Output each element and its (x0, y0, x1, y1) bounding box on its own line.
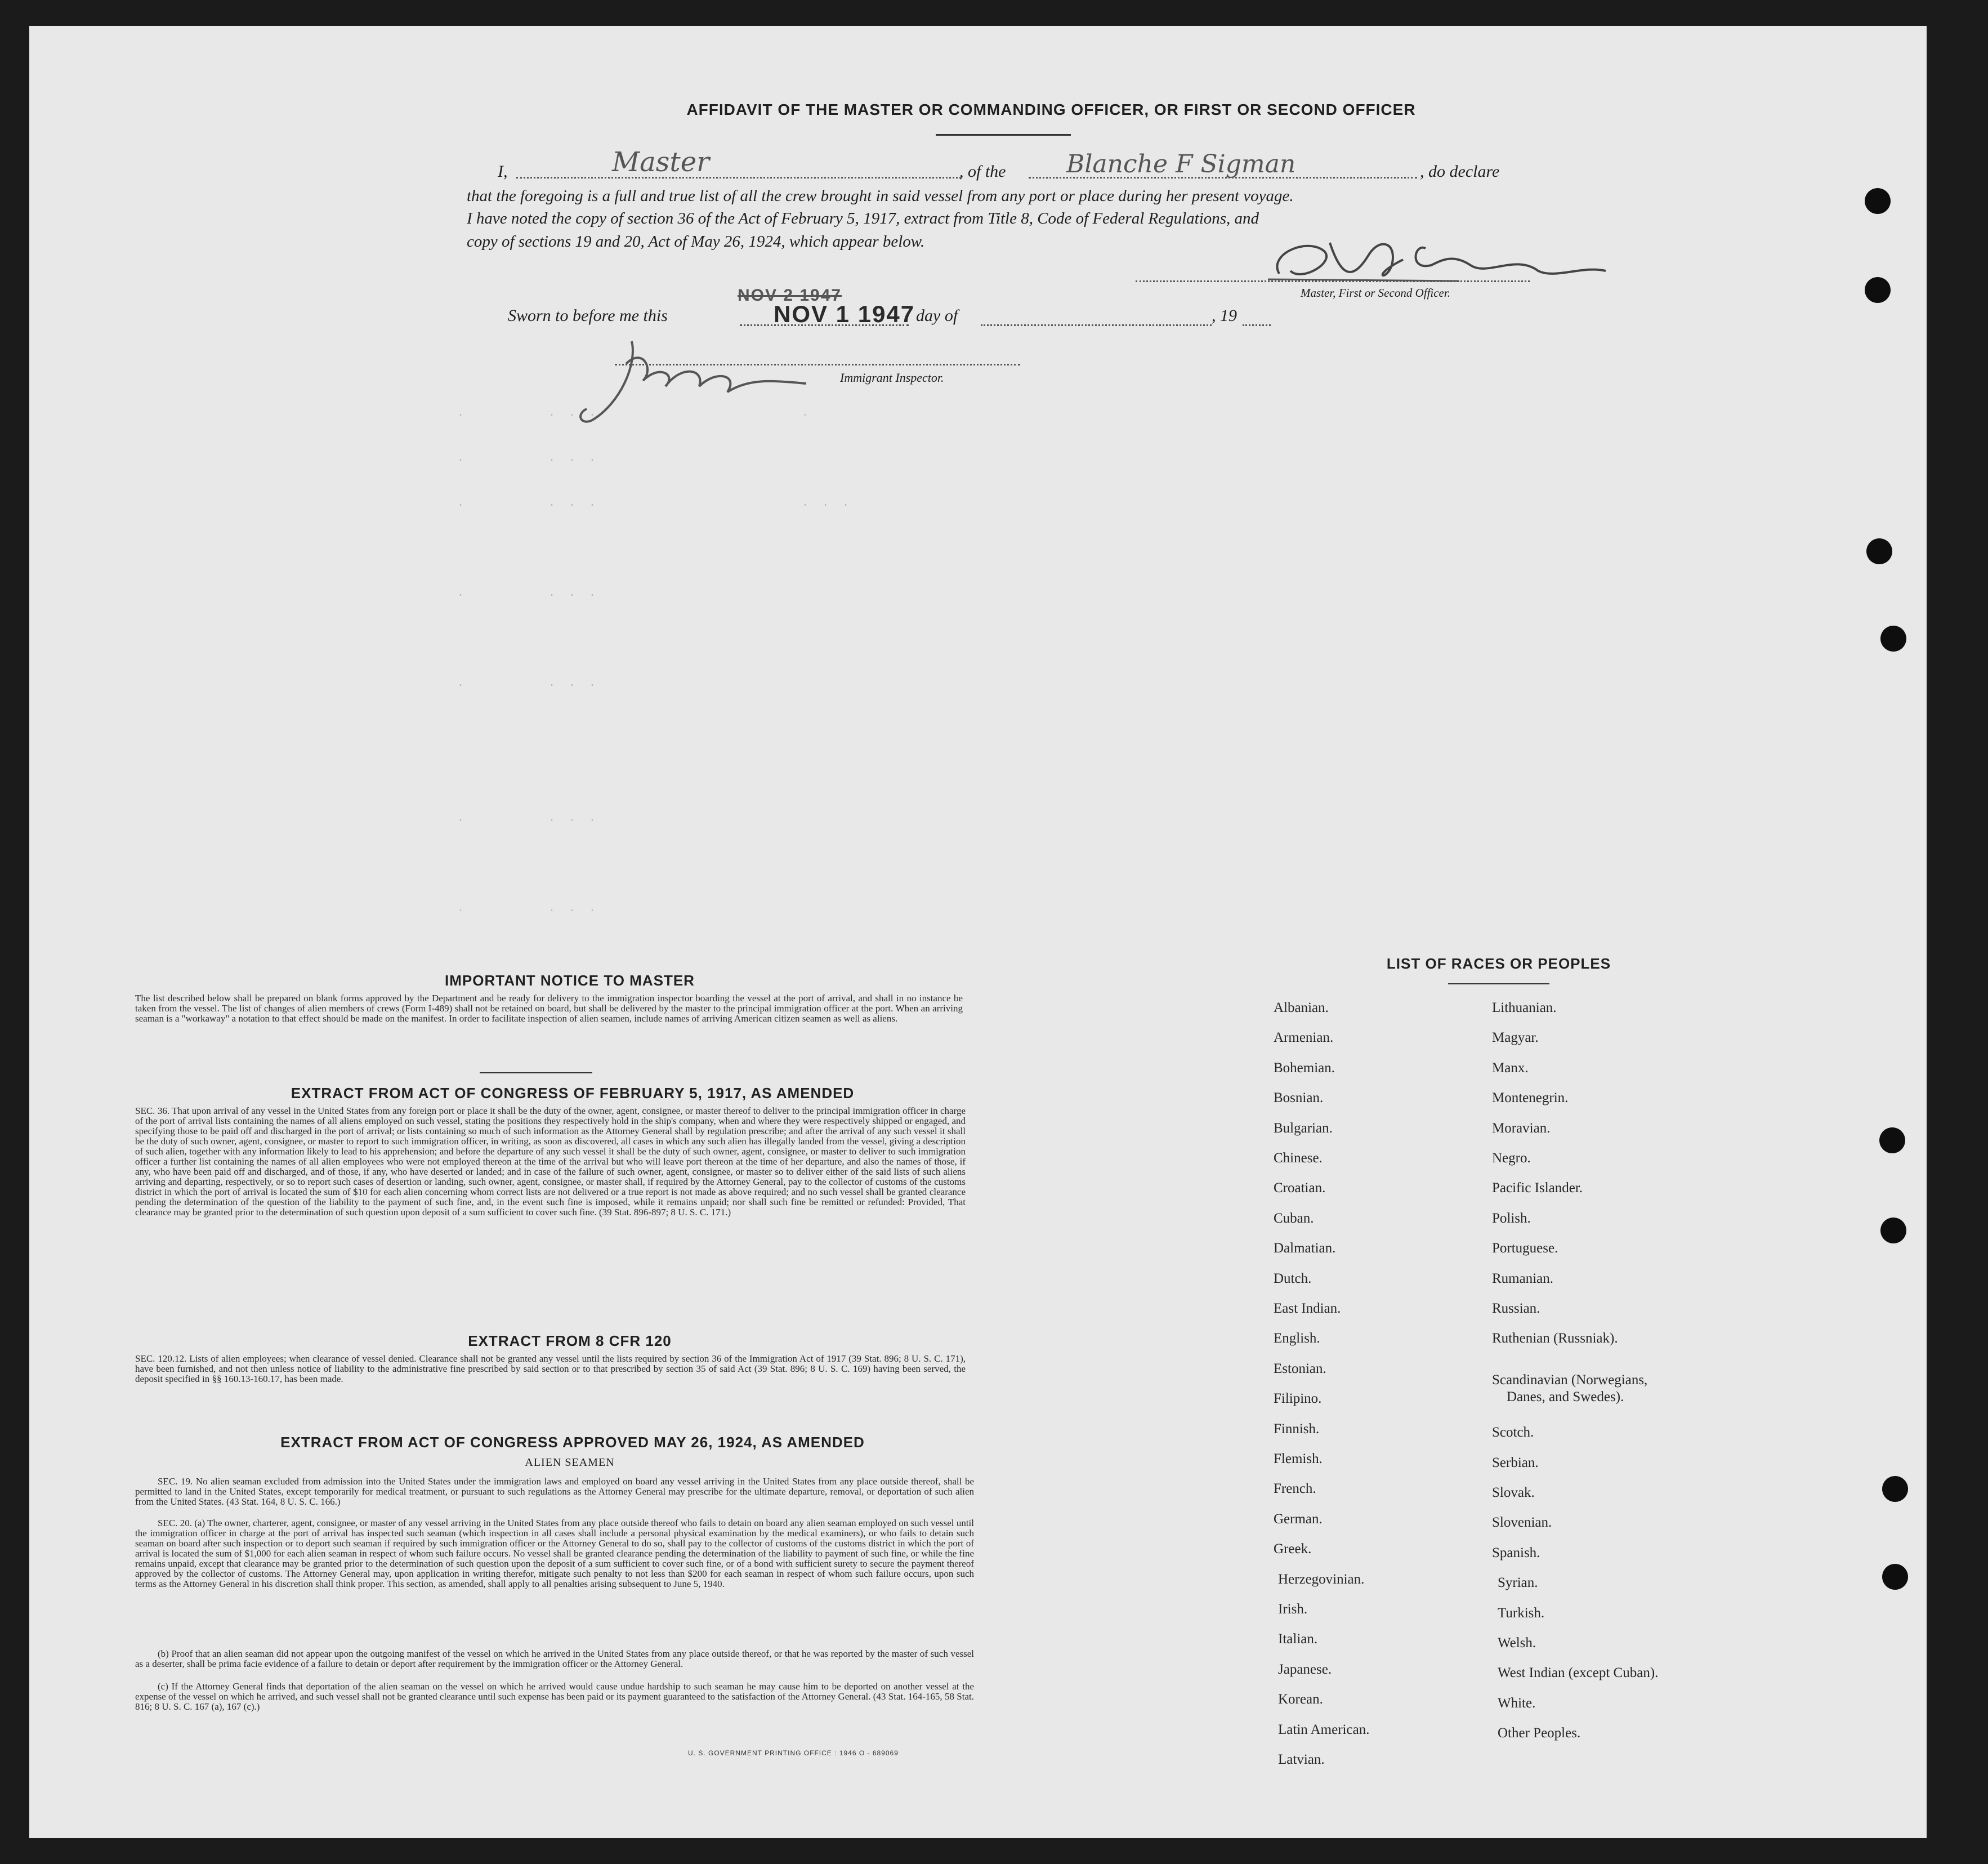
extract-1924-sec20a: SEC. 20. (a) The owner, charterer, agent, consignee, or master of any vessel arriving in the United States from any place outside thereof who fails to detain on board any alien seaman employed on such vessel until the immigration officer in charge at the port of arrival has inspected such seaman (which inspection in all cases shall include a personal physical examination by the medical examiners), or who fails to detain such seaman on board after such inspection or to deport such seaman if required by such immigration officer or the Attorney General to do so, shall pay to the collector of customs of the customs district in which the port of arrival is located the sum of $1,000 for each alien seaman in respect of whom such failure occurs. No vessel shall be granted clearance pending the determination of the liability to payment of such fine, or while the fine remains unpaid, except that clearance may be granted prior to the determination of such question upon the deposit of a sum sufficient to cover such fine, or of a bond with sufficient surety to secure the payment thereof approved by the collector of customs. The Attorney General may, upon application in writing therefor, mitigate such penalty to not less than $200 for each seaman in respect of whom such failure occurs, upon such terms as the Attorney General in his discretion shall think proper. This section, as amended, shall apply to all penalties arising subsequent to June 5, 1940. (135, 1518, 974, 1589)
race-item: Scotch. (1492, 1425, 1534, 1440)
race-item: Latvian. (1278, 1752, 1325, 1767)
race-item: Spanish. (1492, 1545, 1540, 1560)
affidavit-line3: I have noted the copy of section 36 of the Act of February 5, 1917, extract from Title 8, Code of Federal Regulations, and (467, 209, 1259, 228)
race-item: Filipino. (1274, 1391, 1322, 1406)
race-item: Magyar. (1492, 1030, 1539, 1045)
sworn-year: , 19 (1212, 306, 1237, 325)
notice-rule (480, 1072, 592, 1073)
extract-1924-sec20b: (b) Proof that an alien seaman did not appear upon the outgoing manifest of the vessel on which he arrived in the United States from any place outside thereof, or that he was reported by the master of such vessel as a deserter, shall be prima facie evidence of a failure to detain or deport after requirement by the immigration officer or the Attorney General. (135, 1648, 974, 1669)
race-item: Manx. (1492, 1060, 1529, 1076)
notice-text: The list described below shall be prepared on blank forms approved by the Department and be ready for delivery to the immigration inspector boarding the vessel at the port of arrival, and shall in no instance be taken from the vessel. The list of changes of alien members of crews (Form I-489) shall not be retained on board, but shall be delivered by the master to the principal immigration officer at the port. When an arriving seaman is a "workaway" a notation to that effect should be made on the manifest. In order to facilitate inspection of alien seamen, include names of arriving American citizen seamen as well as aliens. (135, 993, 963, 1024)
races-rule (1448, 983, 1549, 984)
bleed-through-row: · · · · (457, 589, 600, 602)
race-item: Slovak. (1492, 1485, 1535, 1500)
inspector-label: Immigrant Inspector. (840, 371, 944, 385)
race-item: Korean. (1278, 1692, 1323, 1707)
race-item: Armenian. (1274, 1030, 1334, 1045)
struck-date-stamp: NOV 2 1947 (738, 286, 842, 305)
sworn-day-blank (740, 324, 909, 326)
punch-hole (1865, 188, 1891, 214)
bleed-through-row: · · · · (457, 904, 600, 917)
race-item: Bohemian. (1274, 1060, 1335, 1076)
affidavit-of-the: , of the (959, 162, 1006, 181)
race-item: Japanese. (1278, 1662, 1332, 1677)
extract-1917-text: SEC. 36. That upon arrival of any vessel in the United States from any foreign port or place it shall be the duty of the owner, agent, consignee, or master thereof to deliver to the principal immigration officer in charge of the port of arrival lists containing the names of all aliens employed on such vessel, stating the positions they respectively hold in the ship's company, when and where they were respectively shipped or engaged, and specifying those to be paid off and discharged in the port of arrival; or lists containing so much of such information as the Attorney General shall by regulation prescribe; and after the arrival of any such vessel it shall be the duty of such owner, agent, consignee, or master to report to such immigration officer, in writing, as soon as discovered, all cases in which any such alien has illegally landed from the vessel, giving a description of such alien, together with any information likely to lead to his apprehension; and before the departure of any such vessel it shall be the duty of such owner, agent, consignee, or master to deliver to such immigration officer a further list containing the names of all alien employees who were not employed thereon at the time of the arrival but who will leave port thereon at the time of her departure, and also the names of those, if any, who have been paid off and discharged, and of those, if any, who have deserted or landed; and in case of the failure of such owner, agent, consignee, or master so to deliver either of the said lists of such aliens arriving and departing, respectively, or so to report such cases of desertion or landing, such owner, agent, consignee, or master shall, if required by the Attorney General, pay to the collector of customs of the customs district in which the port of arrival is located the sum of $10 for each alien concerning whom correct lists are not delivered or a true report is not made as above required; and no such vessel shall be granted clearance pending the determination of the question of the liability to the payment of such fine, and, in the event such fine is imposed, while it remains unpaid; nor shall such fine be remitted or refunded: Provided, That clearance may be granted prior to the determination of such question upon deposit of a sum sufficient to cover such fine. (39 Stat. 896-897; 8 U. S. C. 171.) (135, 1105, 966, 1218)
vessel-name-handwritten: Blanche F Sigman (1066, 150, 1296, 179)
race-item: Irish. (1278, 1602, 1308, 1617)
race-item: Portuguese. (1492, 1241, 1558, 1256)
race-item: Chinese. (1274, 1150, 1323, 1166)
race-item: Estonian. (1274, 1361, 1326, 1376)
race-item: Other Peoples. (1498, 1725, 1581, 1741)
race-item: Negro. (1492, 1150, 1531, 1166)
race-item: English. (1274, 1331, 1320, 1346)
extract-1917-title: EXTRACT FROM ACT OF CONGRESS OF FEBRUARY 5, 1917, AS AMENDED (291, 1085, 855, 1102)
sworn-month-blank (981, 324, 1212, 326)
race-item: East Indian. (1274, 1301, 1341, 1316)
extract-cfr-text: SEC. 120.12. Lists of alien employees; when clearance of vessel denied. Clearance shall not be granted any vessel until the lists required by section 36 of the Immigration Act of 1917 (39 Stat. 896; 8 U. S. C. 171), have been furnished, and not then unless notice of liability to the administrative fine prescribed by said section or to that prescribed by section 35 of said Act (39 Stat. 896; 8 U. S. C. 169) having been served, the deposit specified in §§ 160.13-160.17, has been made. (135, 1353, 966, 1384)
punch-hole (1879, 1127, 1905, 1153)
master-signature-line (1136, 280, 1530, 282)
race-item: Cuban. (1274, 1211, 1314, 1226)
race-item: Polish. (1492, 1211, 1531, 1226)
race-item: Greek. (1274, 1541, 1312, 1557)
race-item: Finnish. (1274, 1421, 1320, 1437)
sworn-prefix: Sworn to before me this (508, 306, 668, 325)
race-item: Albanian. (1274, 1000, 1329, 1015)
title-rule (936, 134, 1071, 136)
extract-1924-subtitle: ALIEN SEAMEN (525, 1456, 615, 1469)
race-item: German. (1274, 1511, 1323, 1527)
declarant-signature: Master (612, 146, 710, 178)
race-item: Danes, and Swedes). (1507, 1389, 1624, 1404)
printer-imprint: U. S. GOVERNMENT PRINTING OFFICE : 1946 O - 689069 (688, 1749, 899, 1757)
extract-1924-sec19: SEC. 19. No alien seaman excluded from admission into the United States under the immigration laws and employed on board any vessel arriving in the United States from any place outside thereof, shall be permitted to land in the United States, except temporarily for medical treatment, or pursuant to such regulations as the Attorney General may prescribe for the ultimate departure, removal, or deportation of such alien from the United States. (43 Stat. 164, 8 U. S. C. 166.) (135, 1476, 974, 1507)
punch-hole (1882, 1564, 1908, 1590)
document-page (29, 26, 1927, 1838)
race-item: Scandinavian (Norwegians, (1492, 1372, 1648, 1388)
punch-hole (1865, 277, 1891, 303)
race-item: Latin American. (1278, 1722, 1370, 1737)
extract-1924-sec20c: (c) If the Attorney General finds that deportation of the alien seaman on the vessel on which he arrived would cause undue hardship to such seaman he may cause him to be deported on another vessel at the expense of the vessel on which he arrived, and such vessel shall not be granted clearance until such expense has been paid or its payment guaranteed to the satisfaction of the Attorney General. (43 Stat. 164-165, 58 Stat. 816; 8 U. S. C. 167 (a), 167 (c).) (135, 1681, 974, 1712)
race-item: Turkish. (1498, 1606, 1545, 1621)
races-title: LIST OF RACES OR PEOPLES (1386, 955, 1611, 972)
race-item: Syrian. (1498, 1575, 1538, 1590)
affidavit-line2: that the foregoing is a full and true list of all the crew brought in said vessel from any port or place during her present voyage. (467, 187, 1294, 205)
race-item: Slovenian. (1492, 1515, 1552, 1530)
race-item: Dutch. (1274, 1271, 1312, 1286)
race-item: Dalmatian. (1274, 1241, 1336, 1256)
race-item: Herzegovinian. (1278, 1572, 1365, 1587)
race-item: Bulgarian. (1274, 1121, 1333, 1136)
punch-hole (1880, 1218, 1906, 1243)
race-item: Russian. (1492, 1301, 1540, 1316)
race-item: West Indian (except Cuban). (1498, 1665, 1659, 1680)
race-item: Moravian. (1492, 1121, 1551, 1136)
affidavit-line4: copy of sections 19 and 20, Act of May 26, 1924, which appear below. (467, 233, 925, 251)
punch-hole (1880, 626, 1906, 652)
bleed-through-row: · · · · (457, 454, 600, 467)
bleed-through-row: · · · · · (457, 409, 812, 422)
race-item: Bosnian. (1274, 1090, 1324, 1105)
race-item: French. (1274, 1481, 1316, 1496)
bleed-through-row: · · · · (457, 679, 600, 692)
extract-cfr-title: EXTRACT FROM 8 CFR 120 (468, 1332, 672, 1349)
race-item: White. (1498, 1696, 1536, 1711)
date-stamp: NOV 1 1947 (774, 301, 915, 327)
race-item: Serbian. (1492, 1455, 1539, 1470)
affidavit-prefix: I, (498, 162, 508, 181)
punch-hole (1866, 538, 1892, 564)
race-item: Croatian. (1274, 1180, 1326, 1196)
master-label: Master, First or Second Officer. (1301, 286, 1450, 300)
sworn-day-of: day of (916, 306, 958, 325)
extract-1924-title: EXTRACT FROM ACT OF CONGRESS APPROVED MAY 26, 1924, AS AMENDED (280, 1434, 865, 1451)
race-item: Ruthenian (Russniak). (1492, 1331, 1618, 1346)
race-item: Montenegrin. (1492, 1090, 1569, 1105)
declarant-blank (516, 177, 961, 179)
punch-hole (1882, 1476, 1908, 1502)
race-item: Lithuanian. (1492, 1000, 1557, 1015)
master-signature (1257, 220, 1617, 293)
affidavit-declare: , do declare (1420, 162, 1500, 181)
race-item: Italian. (1278, 1631, 1318, 1647)
race-item: Rumanian. (1492, 1271, 1554, 1286)
bleed-through-row: · · · · · · · (457, 499, 853, 512)
race-item: Welsh. (1498, 1635, 1536, 1651)
notice-title: IMPORTANT NOTICE TO MASTER (445, 972, 695, 989)
bleed-through-row: · · · · (457, 814, 600, 827)
sworn-year-blank (1243, 324, 1271, 326)
affidavit-title: AFFIDAVIT OF THE MASTER OR COMMANDING OFFICER, OR FIRST OR SECOND OFFICER (686, 101, 1416, 118)
race-item: Pacific Islander. (1492, 1180, 1583, 1196)
inspector-signature-line (615, 364, 1020, 365)
race-item: Flemish. (1274, 1451, 1323, 1466)
